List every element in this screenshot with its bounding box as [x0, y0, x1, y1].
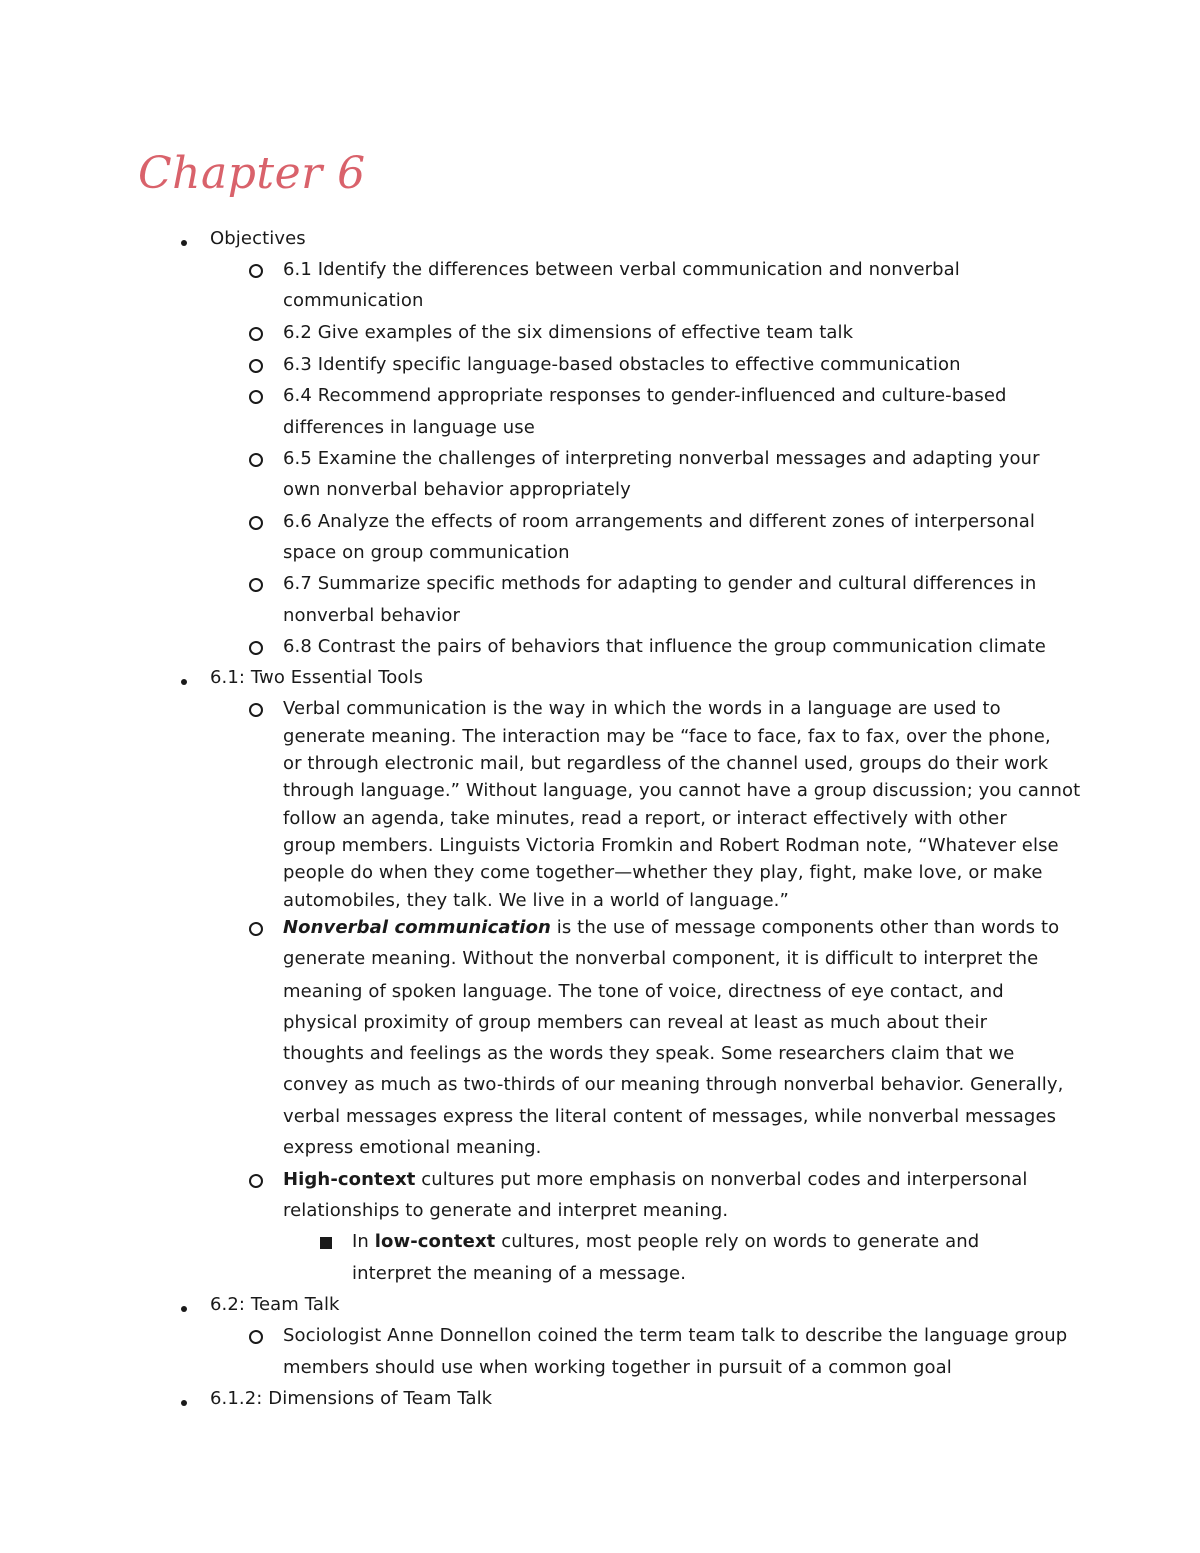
low-context-prefix: In	[352, 1231, 375, 1252]
section-heading-dimensions-of-team-talk: 6.1.2: Dimensions of Team Talk	[210, 1388, 493, 1409]
verbal-line-1: Verbal communication is the way in which the words in a language are used to	[283, 698, 1001, 719]
objective-6-4-line-2: differences in language use	[283, 417, 535, 438]
chapter-title: Chapter 6	[138, 148, 366, 199]
low-context-line-2: interpret the meaning of a message.	[352, 1263, 687, 1284]
objective-6-1-line-2: communication	[283, 290, 424, 311]
objective-6-4-line-1: 6.4 Recommend appropriate responses to gender-influenced and culture-based	[283, 385, 1007, 406]
objective-6-1-line-1: 6.1 Identify the differences between verbal communication and nonverbal	[283, 259, 960, 280]
bullet-circle-icon	[249, 578, 263, 592]
nonverbal-line-2: generate meaning. Without the nonverbal component, it is difficult to interpret the	[283, 948, 1039, 969]
bullet-circle-icon	[249, 264, 263, 278]
verbal-line-6: group members. Linguists Victoria Fromkin and Robert Rodman note, “Whatever else	[283, 835, 1059, 856]
bullet-circle-icon	[249, 1174, 263, 1188]
bullet-circle-icon	[249, 327, 263, 341]
verbal-line-7: people do when they come together—whether they play, fight, make love, or make	[283, 862, 1043, 883]
high-context-line-2: relationships to generate and interpret meaning.	[283, 1200, 729, 1221]
team-talk-line-1: Sociologist Anne Donnellon coined the term team talk to describe the language group	[283, 1325, 1068, 1346]
section-heading-team-talk: 6.2: Team Talk	[210, 1294, 340, 1315]
bullet-circle-icon	[249, 359, 263, 373]
verbal-line-5: follow an agenda, take minutes, read a report, or interact effectively with other	[283, 808, 1007, 829]
bullet-dot-icon	[181, 240, 187, 246]
objective-6-8: 6.8 Contrast the pairs of behaviors that influence the group communication climate	[283, 636, 1046, 657]
objective-6-6-line-2: space on group communication	[283, 542, 570, 563]
bullet-circle-icon	[249, 516, 263, 530]
objective-6-5-line-2: own nonverbal behavior appropriately	[283, 479, 631, 500]
objective-6-5-line-1: 6.5 Examine the challenges of interpreting nonverbal messages and adapting your	[283, 448, 1040, 469]
bullet-dot-icon	[181, 679, 187, 685]
objective-6-2: 6.2 Give examples of the six dimensions of effective team talk	[283, 322, 854, 343]
verbal-line-8: automobiles, they talk. We live in a world of language.”	[283, 890, 789, 911]
bullet-dot-icon	[181, 1400, 187, 1406]
bullet-circle-icon	[249, 390, 263, 404]
nonverbal-term: Nonverbal communication	[283, 917, 551, 938]
nonverbal-line-7: verbal messages express the literal content of messages, while nonverbal messages	[283, 1106, 1057, 1127]
objective-6-7-line-1: 6.7 Summarize specific methods for adapting to gender and cultural differences in	[283, 573, 1037, 594]
bullet-circle-icon	[249, 453, 263, 467]
objective-6-7-line-2: nonverbal behavior	[283, 605, 460, 626]
bullet-square-icon	[320, 1237, 332, 1249]
nonverbal-line-4: physical proximity of group members can reveal at least as much about their	[283, 1012, 988, 1033]
nonverbal-line-1	[283, 916, 1059, 940]
nonverbal-line-3: meaning of spoken language. The tone of voice, directness of eye contact, and	[283, 981, 1004, 1002]
team-talk-line-2: members should use when working together in pursuit of a common goal	[283, 1357, 952, 1378]
low-context-term: low-context	[374, 1231, 496, 1252]
bullet-circle-icon	[249, 641, 263, 655]
high-context-line-1-rest: cultures put more emphasis on nonverbal codes and interpersonal	[415, 1169, 1028, 1190]
high-context-line-1	[283, 1168, 1028, 1192]
verbal-line-2: generate meaning. The interaction may be “face to face, fax to fax, over the phone,	[283, 726, 1051, 747]
bullet-circle-icon	[249, 703, 263, 717]
objective-6-3: 6.3 Identify specific language-based obstacles to effective communication	[283, 354, 961, 375]
verbal-line-3: or through electronic mail, but regardless of the channel used, groups do their work	[283, 753, 1049, 774]
nonverbal-line-8: express emotional meaning.	[283, 1137, 542, 1158]
nonverbal-line-1-rest: is the use of message components other than words to	[550, 917, 1060, 938]
section-heading-objectives: Objectives	[210, 228, 306, 249]
bullet-circle-icon	[249, 1330, 263, 1344]
low-context-line-1	[352, 1230, 979, 1254]
high-context-term: High-context	[283, 1169, 416, 1190]
objective-6-6-line-1: 6.6 Analyze the effects of room arrangements and different zones of interpersonal	[283, 511, 1036, 532]
nonverbal-line-6: convey as much as two-thirds of our meaning through nonverbal behavior. Generally,	[283, 1074, 1064, 1095]
verbal-line-4: through language.” Without language, you cannot have a group discussion; you cannot	[283, 780, 1081, 801]
nonverbal-line-5: thoughts and feelings as the words they speak. Some researchers claim that we	[283, 1043, 1015, 1064]
low-context-line-1-rest: cultures, most people rely on words to generate and	[495, 1231, 980, 1252]
bullet-circle-icon	[249, 922, 263, 936]
bullet-dot-icon	[181, 1306, 187, 1312]
section-heading-two-essential-tools: 6.1: Two Essential Tools	[210, 667, 424, 688]
